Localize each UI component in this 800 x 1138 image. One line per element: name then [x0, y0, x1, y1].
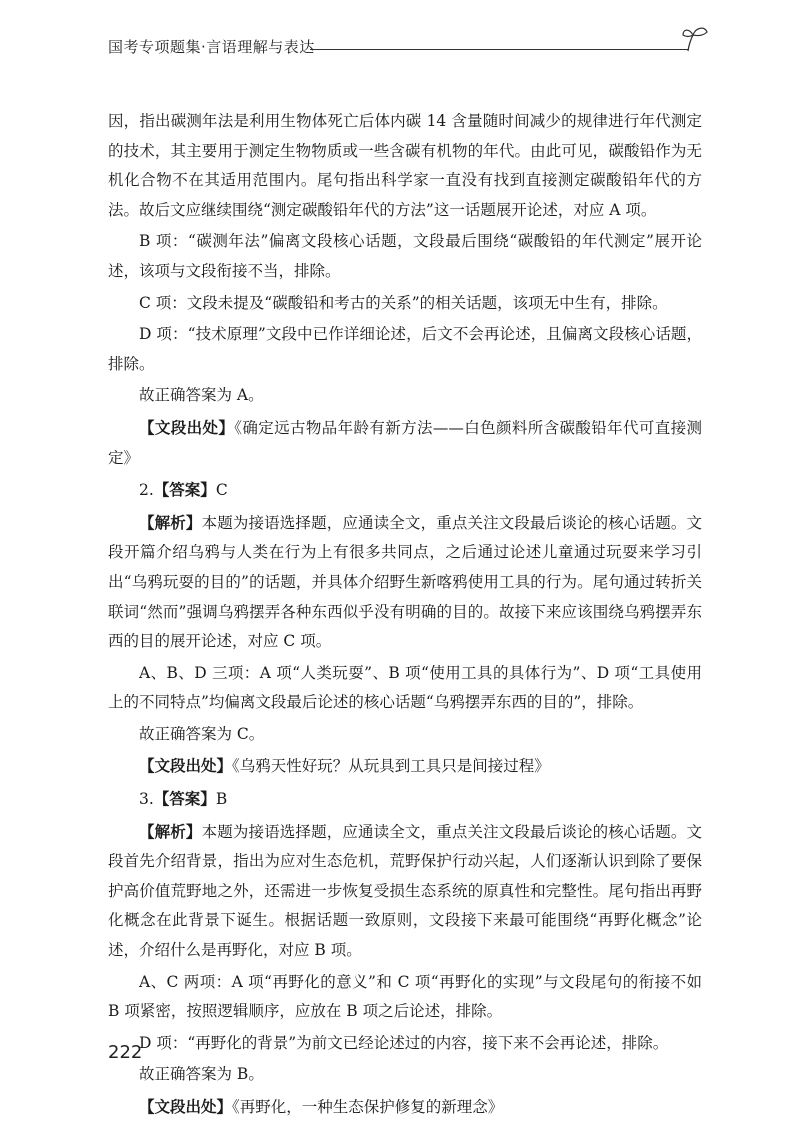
- running-header: [108, 22, 708, 70]
- paragraph: D 项：“再野化的背景”为前文已经论述过的内容，接下来不会再论述，排除。: [139, 1033, 669, 1052]
- analysis-paragraph: [108, 817, 702, 966]
- answer-line: [108, 784, 702, 815]
- analysis-paragraph: [108, 508, 702, 657]
- paragraph: 故正确答案为 A。: [139, 386, 264, 405]
- paragraph: 故正确答案为 B。: [139, 1065, 264, 1084]
- paragraph: B 项：“碳测年法”偏离文段核心话题，文段最后围绕“碳酸铅的年代测定”展开论述，该项与文段衔接不当，排除。: [108, 232, 702, 280]
- answer-label: 【答案】: [153, 480, 216, 500]
- paragraph: D 项：“技术原理”文段中已作详细论述，后文不会再论述，且偏离文段核心话题，排除。: [108, 325, 702, 373]
- paragraph: A、C 两项：A 项“再野化的意义”和 C 项“再野化的实现”与文段尾句的衔接不如 B 项紧密，按照逻辑顺序，应放在 B 项之后论述，排除。: [108, 972, 702, 1021]
- answer-value: C: [215, 481, 228, 500]
- paragraph: C 项：文段未提及“碳酸铅和考古的关系”的相关话题，该项无中生有，排除。: [139, 293, 668, 312]
- analysis-text: 本题为接语选择题，应通读全文，重点关注文段最后谈论的核心话题。文段开篇介绍乌鸦与人类在行为上有很多共同点，之后通过论述儿童通过玩耍来学习引出“乌鸦玩耍的目的”的话题，并具体介绍野生新喀鸦使用工具的行为。尾句通过转折关联词“然而”强调乌鸦摆弄各种东西似乎没有明确的目的。故接下来应该围绕乌鸦摆弄东西的目的展开论述，对应 C 项。: [108, 513, 702, 651]
- answer-label: 【答案】: [153, 789, 216, 809]
- source-line: [108, 751, 702, 782]
- paragraph: A、B、D 三项：A 项“人类玩耍”、B 项“使用工具的具体行为”、D 项“工具使用上的不同特点”均偏离文段最后论述的核心话题“乌鸦摆弄东西的目的”，排除。: [108, 663, 702, 712]
- analysis-label: 【解析】: [139, 821, 202, 841]
- page-number: 222: [108, 1042, 143, 1063]
- header-rule: [310, 49, 688, 50]
- answer-line: [108, 475, 702, 506]
- answer-explanations: [108, 107, 702, 1125]
- question-number: 3.: [139, 790, 154, 809]
- source-label: 【文段出处】: [139, 756, 233, 776]
- paragraph: 因，指出碳测年法是利用生物体死亡后体内碳 14 含量随时间减少的规律进行年代测定的技术，其主要用于测定生物物质或一些含碳有机物的年代。由此可见，碳酸铅作为无机化合物不在其适用范围内。尾句指出科学家一直没有找到直接测定碳酸铅年代的方法。故后文应继续围绕“测定碳酸铅年代的方法”这一话题展开论述，对应 A 项。: [108, 112, 702, 219]
- source-line: [108, 413, 702, 473]
- header-title: 国考专项题集·言语理解与表达: [108, 38, 315, 56]
- source-label: 【文段出处】: [139, 1097, 233, 1116]
- source-title: 《确定远古物品年龄有新方法——白色颜料所含碳酸铅年代可直接测定》: [108, 418, 702, 467]
- source-title: 《再野化，一种生态保护修复的新理念》: [232, 1098, 504, 1116]
- analysis-text: 本题为接语选择题，应通读全文，重点关注文段最后谈论的核心话题。文段首先介绍背景，指出为应对生态危机，荒野保护行动兴起，人们逐渐认识到除了要保护高价值荒野地之外，还需进一步恢复受损生态系统的原真性和完整性。尾句指出再野化概念在此背景下诞生。根据话题一致原则，文段接下来最可能围绕“再野化概念”论述，介绍什么是再野化，对应 B 项。: [108, 822, 702, 960]
- question-number: 2.: [139, 481, 154, 500]
- source-label: 【文段出处】: [139, 417, 235, 437]
- sprout-icon: [680, 24, 710, 56]
- source-title: 《乌鸦天性好玩？从玩具到工具只是间接过程》: [232, 757, 550, 776]
- paragraph-gap: [108, 1123, 702, 1125]
- paragraph: 故正确答案为 C。: [139, 724, 265, 743]
- source-line: [108, 1092, 702, 1123]
- analysis-label: 【解析】: [139, 512, 202, 532]
- answer-value: B: [215, 790, 228, 809]
